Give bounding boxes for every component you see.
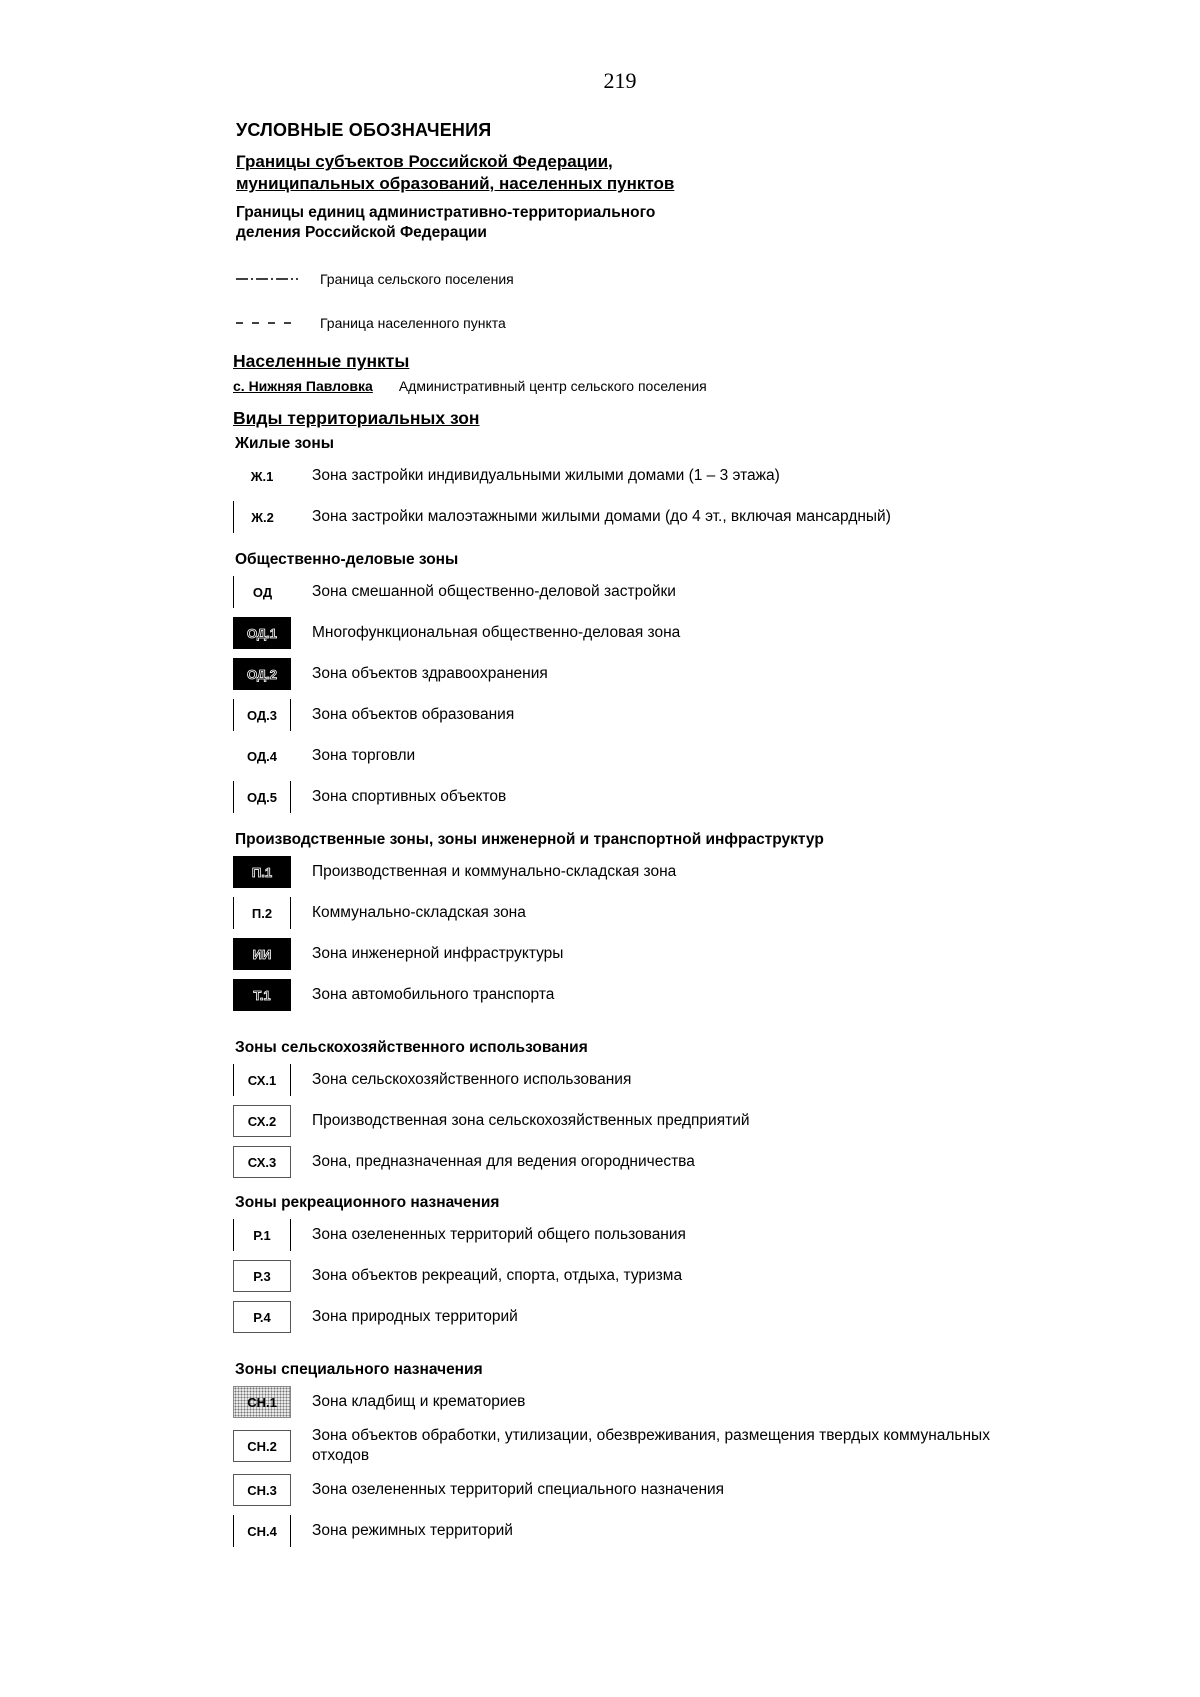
zone-item bbox=[233, 1104, 1013, 1138]
zone-label: Зона сельскохозяйственного использования bbox=[312, 1071, 632, 1088]
zone-code-swatch bbox=[233, 938, 291, 970]
boundary-label-rural-settlement: Граница сельского поселения bbox=[320, 271, 514, 287]
zone-code-swatch bbox=[233, 1219, 291, 1251]
zone-group bbox=[233, 1194, 1013, 1355]
zone-group bbox=[233, 435, 1013, 545]
zone-code: СН.1 bbox=[247, 1394, 277, 1410]
zone-code: СН.2 bbox=[247, 1438, 277, 1454]
zone-code-swatch bbox=[233, 1515, 291, 1547]
boundary-item-locality bbox=[236, 301, 1013, 345]
boundaries-heading-line1: Границы субъектов Российской Федерации, bbox=[236, 152, 613, 171]
zone-code-swatch bbox=[233, 781, 291, 813]
zone-item bbox=[233, 780, 1013, 814]
boundaries-subheading-line1: Границы единиц административно-территориального bbox=[236, 204, 656, 221]
zone-item bbox=[233, 500, 1013, 534]
zone-label: Зона кладбищ и крематориев bbox=[312, 1393, 526, 1410]
zone-code-swatch bbox=[233, 658, 291, 690]
zone-code-swatch bbox=[233, 1430, 291, 1462]
zone-label: Зона объектов образования bbox=[312, 706, 515, 723]
zone-label: Зона торговли bbox=[312, 747, 416, 764]
settlement-name: с. Нижняя Павловка bbox=[233, 378, 373, 394]
zone-code-swatch bbox=[233, 979, 291, 1011]
zone-code-swatch bbox=[233, 1146, 291, 1178]
zone-code-swatch bbox=[233, 1260, 291, 1292]
zone-code: ИИ bbox=[252, 946, 272, 962]
page-number: 219 bbox=[603, 68, 637, 93]
zone-label: Зона озелененных территорий специального назначения bbox=[312, 1481, 725, 1498]
zone-code-swatch bbox=[233, 699, 291, 731]
zone-label: Зона озелененных территорий общего пользования bbox=[312, 1226, 686, 1243]
zone-label: Зона объектов рекреаций, спорта, отдыха, туризма bbox=[312, 1267, 683, 1284]
settlement-description: Административный центр сельского поселения bbox=[398, 378, 707, 394]
legend bbox=[233, 120, 1013, 1555]
zone-item bbox=[233, 978, 1013, 1012]
zone-code: ОД.4 bbox=[246, 748, 278, 764]
zone-label: Зона смешанной общественно-деловой застройки bbox=[312, 583, 676, 600]
zone-group-title: Зоны специального назначения bbox=[235, 1361, 483, 1378]
zone-code: СН.3 bbox=[247, 1482, 277, 1498]
zone-item bbox=[233, 1473, 1013, 1507]
zone-label: Зона автомобильного транспорта bbox=[312, 986, 555, 1003]
zone-group-title: Зоны рекреационного назначения bbox=[235, 1194, 500, 1211]
zone-code-swatch bbox=[233, 1064, 291, 1096]
zone-item bbox=[233, 1259, 1013, 1293]
zone-group-title: Общественно-деловые зоны bbox=[235, 551, 459, 568]
zone-code: П.1 bbox=[251, 864, 273, 880]
zone-item bbox=[233, 896, 1013, 930]
zone-label: Зона природных территорий bbox=[312, 1308, 518, 1325]
zone-code-swatch bbox=[233, 740, 291, 772]
zone-code: Ж.1 bbox=[250, 468, 274, 484]
zone-code-swatch bbox=[233, 856, 291, 888]
zone-code-swatch bbox=[233, 1474, 291, 1506]
boundary-item-rural-settlement bbox=[236, 257, 1013, 301]
zone-group-title: Производственные зоны, зоны инженерной и транспортной инфраструктур bbox=[235, 831, 824, 848]
zone-code: П.2 bbox=[251, 905, 273, 921]
legend-title: УСЛОВНЫЕ ОБОЗНАЧЕНИЯ bbox=[236, 120, 492, 140]
zone-item bbox=[233, 1300, 1013, 1334]
zone-label: Производственная зона сельскохозяйственных предприятий bbox=[312, 1112, 750, 1129]
zone-code: СХ.3 bbox=[247, 1154, 277, 1170]
zone-code: Р.4 bbox=[253, 1309, 271, 1325]
zone-item bbox=[233, 1514, 1013, 1548]
zone-group bbox=[233, 551, 1013, 825]
zone-group bbox=[233, 1361, 1013, 1548]
zone-item bbox=[233, 616, 1013, 650]
zone-item bbox=[233, 1145, 1013, 1179]
zone-group-title: Зоны сельскохозяйственного использования bbox=[235, 1039, 588, 1056]
zone-label: Зона, предназначенная для ведения огородничества bbox=[312, 1153, 695, 1170]
zone-item bbox=[233, 937, 1013, 971]
zone-groups bbox=[233, 435, 1013, 1548]
zone-label: Зона застройки малоэтажными жилыми домами (до 4 эт., включая мансардный) bbox=[312, 508, 891, 525]
zone-code: ОД bbox=[252, 584, 273, 600]
zone-item bbox=[233, 855, 1013, 889]
boundaries-heading-line2: муниципальных образований, населенных пунктов bbox=[236, 174, 675, 193]
zone-code-swatch bbox=[233, 1105, 291, 1137]
zone-code-swatch bbox=[233, 1301, 291, 1333]
zone-code: ОД.1 bbox=[246, 625, 278, 641]
zone-label: Зона инженерной инфраструктуры bbox=[312, 945, 564, 962]
zone-item bbox=[233, 739, 1013, 773]
zone-code: Р.3 bbox=[253, 1268, 271, 1284]
zone-item bbox=[233, 1218, 1013, 1252]
zone-label: Зона объектов здравоохранения bbox=[312, 665, 548, 682]
zone-item bbox=[233, 1426, 1013, 1466]
zone-code-swatch bbox=[233, 501, 291, 533]
zone-code: Р.1 bbox=[253, 1227, 271, 1243]
zone-code: СН.4 bbox=[247, 1523, 277, 1539]
settlement-row bbox=[233, 378, 1013, 394]
zone-code: ОД.5 bbox=[246, 789, 278, 805]
zones-heading: Виды территориальных зон bbox=[233, 408, 480, 428]
zone-item bbox=[233, 657, 1013, 691]
zone-code-swatch bbox=[233, 617, 291, 649]
zone-label: Коммунально-складская зона bbox=[312, 904, 526, 921]
dashed-line-icon bbox=[236, 318, 298, 328]
zone-code: ОД.2 bbox=[246, 666, 278, 682]
zone-code: ОД.3 bbox=[246, 707, 278, 723]
zone-code-swatch bbox=[233, 897, 291, 929]
zone-group bbox=[233, 831, 1013, 1033]
boundaries-subheading-line2: деления Российской Федерации bbox=[236, 224, 487, 241]
zone-item bbox=[233, 459, 1013, 493]
zone-group bbox=[233, 1039, 1013, 1188]
zone-label: Многофункциональная общественно-деловая зона bbox=[312, 624, 681, 641]
dash-dot-line-icon bbox=[236, 274, 298, 284]
settlements-heading: Населенные пункты bbox=[233, 351, 410, 371]
zone-code: Ж.2 bbox=[251, 509, 274, 525]
zone-label: Производственная и коммунально-складская зона bbox=[312, 863, 677, 880]
zone-item bbox=[233, 575, 1013, 609]
zone-code-swatch bbox=[233, 1386, 291, 1418]
zone-item bbox=[233, 1063, 1013, 1097]
zone-label: Зона спортивных объектов bbox=[312, 788, 507, 805]
boundaries-section bbox=[236, 151, 1013, 345]
zone-code-swatch bbox=[233, 460, 291, 492]
zone-label: Зона застройки индивидуальными жилыми домами (1 – 3 этажа) bbox=[312, 467, 780, 484]
boundary-label-locality: Граница населенного пункта bbox=[320, 315, 506, 331]
zone-code: СХ.1 bbox=[247, 1072, 277, 1088]
zone-label: Зона объектов обработки, утилизации, обезвреживания, размещения твердых коммунальных отходов bbox=[312, 1427, 990, 1464]
zone-label: Зона режимных территорий bbox=[312, 1522, 513, 1539]
zone-code: СХ.2 bbox=[247, 1113, 277, 1129]
zone-item bbox=[233, 1385, 1013, 1419]
zone-group-title: Жилые зоны bbox=[235, 435, 334, 452]
zone-code-swatch bbox=[233, 576, 291, 608]
zone-code: Т.1 bbox=[253, 987, 271, 1003]
zone-item bbox=[233, 698, 1013, 732]
